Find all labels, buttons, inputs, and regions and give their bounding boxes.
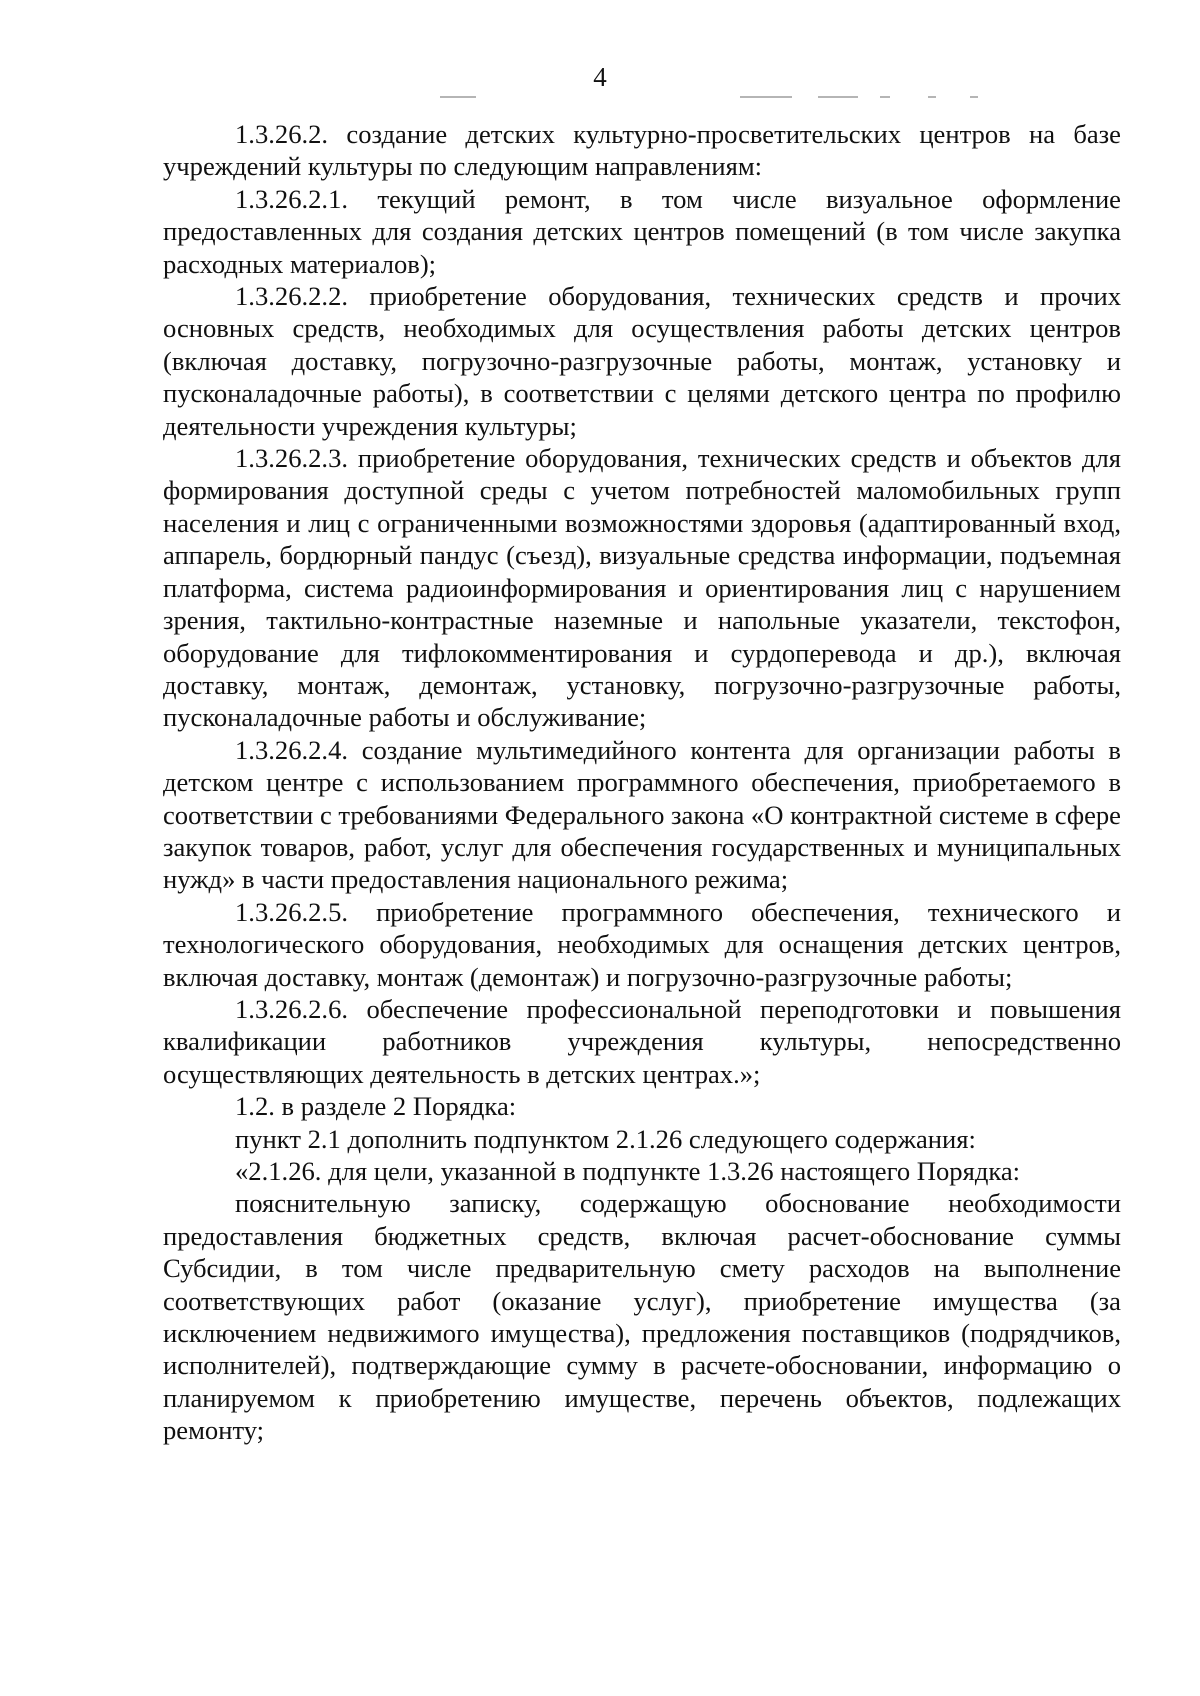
paragraph: 1.3.26.2.4. создание мультимедийного контента для организации работы в детском центре с использованием программного обеспечения, приобретаемого в соответствии с требованиями Федерального закона «О контрактной системе в сфере закупок товаров, работ, услуг для обеспечения государственных и муниципальных нужд» в части предоставления национального режима; — [163, 734, 1121, 895]
document-body — [163, 118, 1121, 1447]
scan-artifacts — [440, 96, 1140, 100]
paragraph: 1.3.26.2. создание детских культурно-просветительских центров на базе учреждений культуры по следующим направлениям: — [163, 119, 1121, 182]
paragraph: 1.3.26.2.5. приобретение программного обеспечения, технического и технологического оборудования, необходимых для оснащения детских центров, включая доставку, монтаж (демонтаж) и погрузочно-разгрузочные работы; — [163, 896, 1121, 992]
paragraph: 1.3.26.2.3. приобретение оборудования, технических средств и объектов для формирования доступной среды с учетом потребностей маломобильных групп населения и лиц с ограниченными возможностями здоровья (адаптированный вход, аппарель, бордюрный пандус (съезд), визуальные средства информации, подъемная платформа, система радиоинформирования и ориентирования лиц с нарушением зрения, тактильно-контрастные наземные и напольные указатели, текстофон, оборудование для тифлокомментирования и сурдоперевода и др.), включая доставку, монтаж, демонтаж, установку, погрузочно-разгрузочные работы, пусконаладочные работы и обслуживание; — [163, 443, 1121, 733]
paragraph: пункт 2.1 дополнить подпунктом 2.1.26 следующего содержания: — [235, 1123, 976, 1154]
page-number: 4 — [593, 62, 607, 92]
paragraph: 1.3.26.2.2. приобретение оборудования, технических средств и прочих основных средств, необходимых для осуществления работы детских центров (включая доставку, погрузочно-разгрузочные работы, монтаж, установку и пусконаладочные работы), в соответствии с целями детского центра по профилю деятельности учреждения культуры; — [163, 281, 1121, 441]
paragraph: 1.3.26.2.6. обеспечение профессиональной переподготовки и повышения квалификации работников учреждения культуры, непосредственно осуществляющих деятельность в детских центрах.»; — [163, 993, 1121, 1089]
paragraph: пояснительную записку, содержащую обоснование необходимости предоставления бюджетных средств, включая расчет-обоснование суммы Субсидии, в том числе предварительную смету расходов на выполнение соответствующих работ (оказание услуг), приобретение имущества (за исключением недвижимого имущества), предложения поставщиков (подрядчиков, исполнителей), подтверждающие сумму в расчете-обосновании, информацию о планируемом к приобретению имуществе, перечень объектов, подлежащих ремонту; — [163, 1188, 1121, 1446]
paragraph: 1.3.26.2.1. текущий ремонт, в том числе визуальное оформление предоставленных для создания детских центров помещений (в том числе закупка расходных материалов); — [163, 183, 1121, 279]
paragraph: 1.2. в разделе 2 Порядка: — [235, 1091, 517, 1122]
paragraph: «2.1.26. для цели, указанной в подпункте 1.3.26 настоящего Порядка: — [235, 1156, 1021, 1186]
